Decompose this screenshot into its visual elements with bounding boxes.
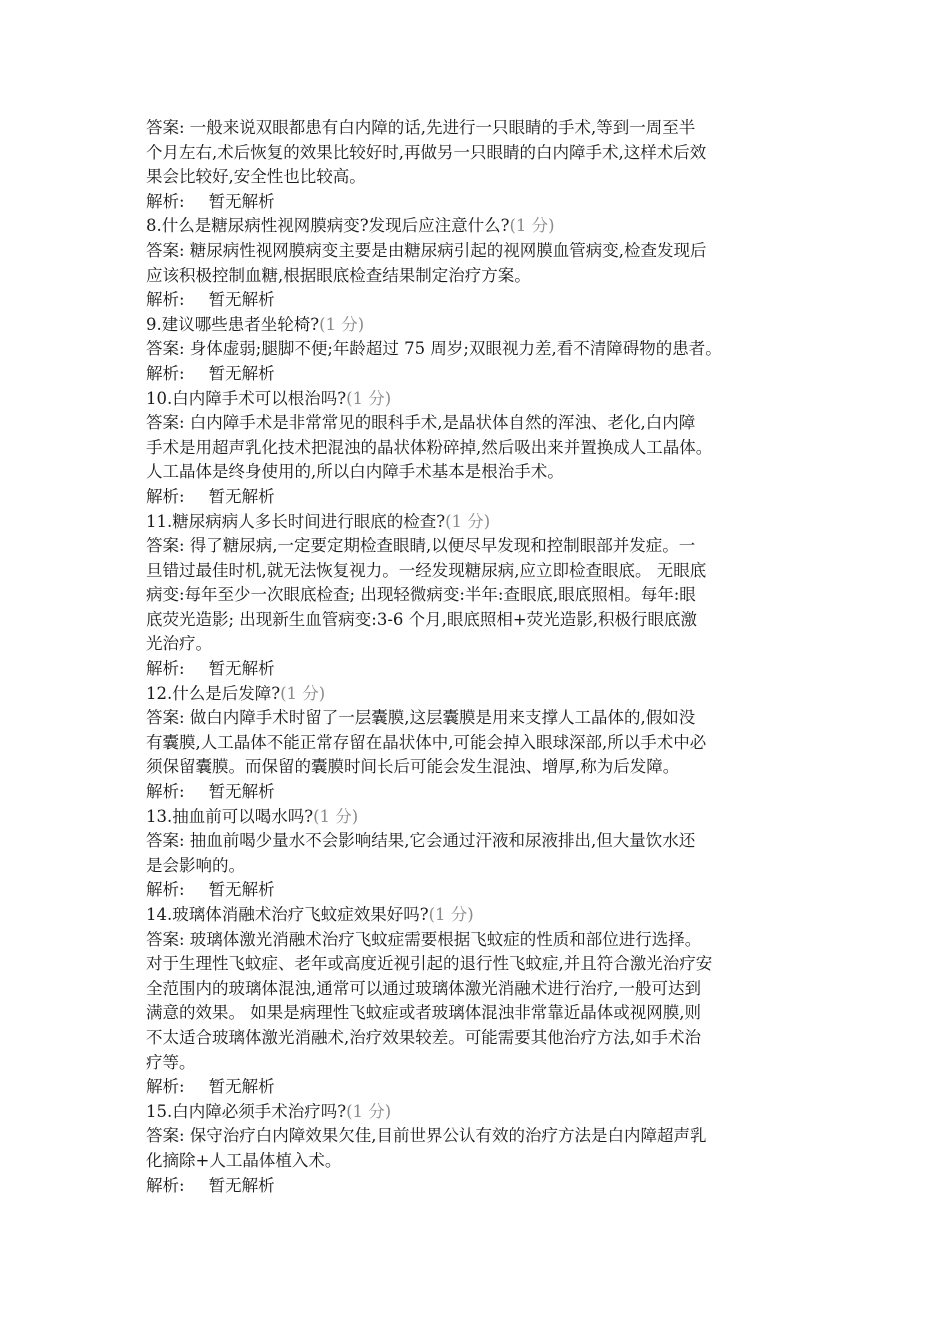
- question-text: 10.白内障手术可以根治吗?: [146, 388, 347, 408]
- question-block-7: [146, 116, 806, 214]
- answer-line: 答案: 玻璃体激光消融术治疗飞蚊症需要根据飞蚊症的性质和部位进行选择。: [146, 929, 702, 949]
- answer-line: 底荧光造影; 出现新生血管病变:3-6 个月,眼底照相+荧光造影,积极行眼底激: [146, 609, 697, 629]
- answer-line: 光治疗。: [146, 634, 212, 654]
- analysis-label: 解析:: [146, 1175, 185, 1195]
- question-block-10: [146, 387, 806, 510]
- analysis-line: [146, 657, 806, 682]
- answer-line: 人工晶体是终身使用的,所以白内障手术基本是根治手术。: [146, 462, 564, 482]
- answer-line: 个月左右,术后恢复的效果比较好时,再做另一只眼睛的白内障手术,这样术后效: [146, 142, 707, 162]
- answer-line: 答案: 身体虚弱;腿脚不便;年龄超过 75 周岁;双眼视力差,看不清障碍物的患者。: [146, 339, 722, 359]
- analysis-line: [146, 878, 806, 903]
- question-points: (1 分): [428, 905, 474, 924]
- analysis-text: 暂无解析: [208, 290, 275, 310]
- analysis-text: 暂无解析: [208, 1175, 275, 1195]
- analysis-text: 暂无解析: [208, 659, 275, 679]
- question-text: 12.什么是后发障?: [146, 683, 281, 703]
- analysis-text: 暂无解析: [208, 782, 275, 802]
- answer-line: 答案: 得了糖尿病,一定要定期检查眼睛,以便尽早发现和控制眼部并发症。一: [146, 536, 696, 556]
- answer-line: 旦错过最佳时机,就无法恢复视力。一经发现糖尿病,应立即检查眼底。 无眼底: [146, 560, 707, 580]
- question-line: [146, 682, 806, 707]
- question-points: (1 分): [280, 683, 326, 703]
- question-text: 15.白内障必须手术治疗吗?: [146, 1101, 347, 1121]
- analysis-label: 解析:: [146, 363, 185, 383]
- question-block-13: [146, 805, 806, 903]
- analysis-line: [146, 190, 806, 215]
- question-points: (1 分): [445, 511, 491, 531]
- answer-line: 疗等。: [146, 1052, 196, 1072]
- answer-line: 应该积极控制血糖,根据眼底检查结果制定治疗方案。: [146, 265, 531, 285]
- answer-line: 不太适合玻璃体激光消融术,治疗效果较差。可能需要其他治疗方法,如手术治: [146, 1027, 701, 1047]
- question-block-11: [146, 510, 806, 682]
- analysis-label: 解析:: [146, 191, 185, 211]
- question-block-12: [146, 682, 806, 805]
- question-points: (1 分): [509, 216, 555, 236]
- analysis-label: 解析:: [146, 290, 185, 310]
- analysis-text: 暂无解析: [208, 880, 275, 900]
- answer-line: 须保留囊膜。而保留的囊膜时间长后可能会发生混浊、增厚,称为后发障。: [146, 757, 680, 777]
- question-line: [146, 903, 806, 928]
- analysis-text: 暂无解析: [208, 1077, 275, 1097]
- analysis-line: [146, 1174, 806, 1199]
- analysis-label: 解析:: [146, 486, 185, 506]
- question-text: 13.抽血前可以喝水吗?: [146, 806, 314, 826]
- answer-line: 手术是用超声乳化技术把混浊的晶状体粉碎掉,然后吸出来并置换成人工晶体。: [146, 437, 713, 457]
- question-line: [146, 313, 806, 338]
- question-line: [146, 1100, 806, 1125]
- analysis-label: 解析:: [146, 659, 185, 679]
- question-line: [146, 510, 806, 535]
- answer-line: 答案: 糖尿病性视网膜病变主要是由糖尿病引起的视网膜血管病变,检查发现后: [146, 240, 707, 260]
- question-text: 11.糖尿病病人多长时间进行眼底的检查?: [146, 511, 446, 531]
- answer-line: 答案: 白内障手术是非常常见的眼科手术,是晶状体自然的浑浊、老化,白内障: [146, 413, 696, 433]
- question-block-8: [146, 214, 806, 312]
- answer-line: 对于生理性飞蚊症、老年或高度近视引起的退行性飞蚊症,并且符合激光治疗安: [146, 954, 713, 974]
- analysis-text: 暂无解析: [208, 191, 275, 211]
- analysis-label: 解析:: [146, 782, 185, 802]
- answer-line: 答案: 做白内障手术时留了一层囊膜,这层囊膜是用来支撑人工晶体的,假如没: [146, 708, 696, 728]
- question-block-9: [146, 313, 806, 387]
- answer-line: 全范围内的玻璃体混浊,通常可以通过玻璃体激光消融术进行治疗,一般可达到: [146, 978, 701, 998]
- analysis-label: 解析:: [146, 880, 185, 900]
- analysis-line: [146, 1075, 806, 1100]
- question-line: [146, 387, 806, 412]
- question-line: [146, 805, 806, 830]
- question-points: (1 分): [346, 1101, 392, 1121]
- question-points: (1 分): [313, 806, 359, 826]
- question-text: 8.什么是糖尿病性视网膜病变?发现后应注意什么?: [146, 216, 510, 236]
- answer-line: 是会影响的。: [146, 855, 245, 875]
- answer-line: 答案: 一般来说双眼都患有白内障的话,先进行一只眼睛的手术,等到一周至半: [146, 118, 696, 137]
- question-line: [146, 214, 806, 239]
- analysis-label: 解析:: [146, 1077, 185, 1097]
- analysis-line: [146, 780, 806, 805]
- question-points: (1 分): [346, 388, 392, 408]
- question-block-15: [146, 1100, 806, 1198]
- analysis-text: 暂无解析: [208, 486, 275, 506]
- question-points: (1 分): [319, 314, 365, 334]
- answer-line: 化摘除+人工晶体植入术。: [146, 1150, 342, 1170]
- document-body: [146, 116, 806, 1198]
- answer-line: 满意的效果。 如果是病理性飞蚊症或者玻璃体混浊非常靠近晶体或视网膜,则: [146, 1003, 701, 1023]
- analysis-line: [146, 362, 806, 387]
- answer-line: 果会比较好,安全性也比较高。: [146, 167, 366, 187]
- answer-line: 答案: 保守治疗白内障效果欠佳,目前世界公认有效的治疗方法是白内障超声乳: [146, 1126, 707, 1146]
- analysis-line: [146, 288, 806, 313]
- answer-line: 答案: 抽血前喝少量水不会影响结果,它会通过汗液和尿液排出,但大量饮水还: [146, 831, 696, 851]
- answer-line: 有囊膜,人工晶体不能正常存留在晶状体中,可能会掉入眼球深部,所以手术中必: [146, 732, 707, 752]
- question-block-14: [146, 903, 806, 1100]
- answer-line: 病变:每年至少一次眼底检查; 出现轻微病变:半年:查眼底,眼底照相。每年:眼: [146, 585, 696, 605]
- question-text: 9.建议哪些患者坐轮椅?: [146, 314, 320, 334]
- analysis-line: [146, 485, 806, 510]
- question-text: 14.玻璃体消融术治疗飞蚊症效果好吗?: [146, 905, 429, 924]
- analysis-text: 暂无解析: [208, 363, 275, 383]
